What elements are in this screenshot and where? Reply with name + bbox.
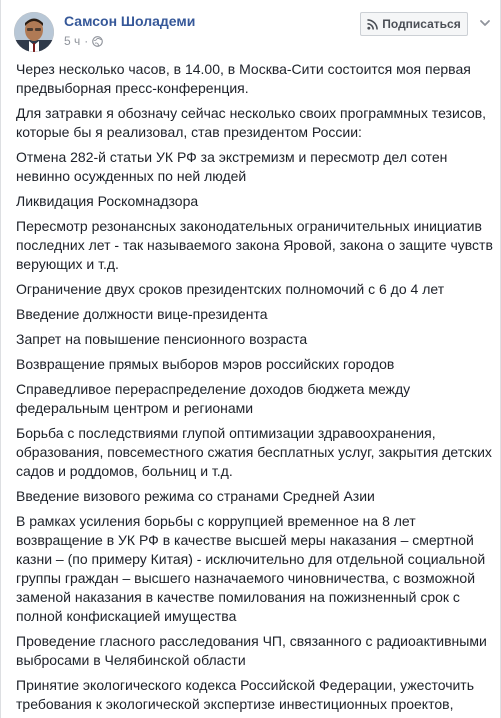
rss-icon xyxy=(367,19,378,30)
post-timestamp[interactable]: 5 ч xyxy=(64,34,81,48)
post-paragraph: Справедливое перераспределение доходов бюджета между федеральным центром и регионами xyxy=(16,381,411,416)
post-paragraph: Возвращение прямых выборов мэров российских городов xyxy=(16,356,395,372)
post-paragraph: Ограничение двух сроков президентских полномочий с 6 до 4 лет xyxy=(16,281,445,297)
avatar-image xyxy=(14,12,54,52)
meta-separator: · xyxy=(84,34,89,48)
post-paragraph: Через несколько часов, в 14.00, в Москва-Сити состоится моя первая предвыборная пресс-конференция. xyxy=(16,61,471,96)
post-text xyxy=(16,60,494,718)
post-paragraph: Принятие экологического кодекса Российской Федерации, ужесточить требования к экологической экспертизе инвестиционных проектов, xyxy=(16,677,475,712)
globe-icon[interactable] xyxy=(92,36,103,47)
post-paragraph: Введение должности вице-президента xyxy=(16,306,268,322)
post-paragraph: Запрет на повышение пенсионного возраста xyxy=(16,331,308,347)
chevron-down-icon[interactable] xyxy=(479,17,491,29)
post-paragraph: Отмена 282-й статьи УК РФ за экстремизм и пересмотр дел сотен невинно осужденных по ней людей xyxy=(16,149,448,184)
avatar[interactable] xyxy=(14,12,54,52)
post-header xyxy=(1,0,500,62)
post-meta xyxy=(64,34,103,48)
author-name-link[interactable]: Самсон Шоладеми xyxy=(64,13,196,29)
subscribe-button[interactable] xyxy=(360,12,468,36)
post-paragraph: В рамках усиления борьбы с коррупцией временное на 8 лет возвращение в УК РФ в качестве высшей меры наказания – смертной казни – (по примеру Китая) - исключительно для отдельной социальной группы граждан – высшего назначаемого чиновничества, с возможной заменой наказания в качестве помилования на пожизненный срок с полной конфискацией имущества xyxy=(16,513,486,624)
post-paragraph: Введение визового режима со странами Средней Азии xyxy=(16,488,375,504)
subscribe-label: Подписаться xyxy=(382,17,461,31)
post-paragraph: Для затравки я обозначу сейчас несколько своих программных тезисов, которые бы я реализовал, став президентом России: xyxy=(16,105,487,140)
post-paragraph: Ликвидация Роскомнадзора xyxy=(16,193,199,209)
post-paragraph: Пересмотр резонансных законодательных ограничительных инициатив последних лет - так называемого закона Яровой, закона о защите чувств верующих и т.д. xyxy=(16,218,493,272)
post-paragraph: Проведение гласного расследования ЧП, связанного с радиоактивными выбросами в Челябинской области xyxy=(16,633,487,668)
post-paragraph: Борьба с последствиями глупой оптимизации здравоохранения, образования, повсеместного сжатия бесплатных услуг, закрытия детских садов и роддомов, больниц и т.д. xyxy=(16,425,492,479)
